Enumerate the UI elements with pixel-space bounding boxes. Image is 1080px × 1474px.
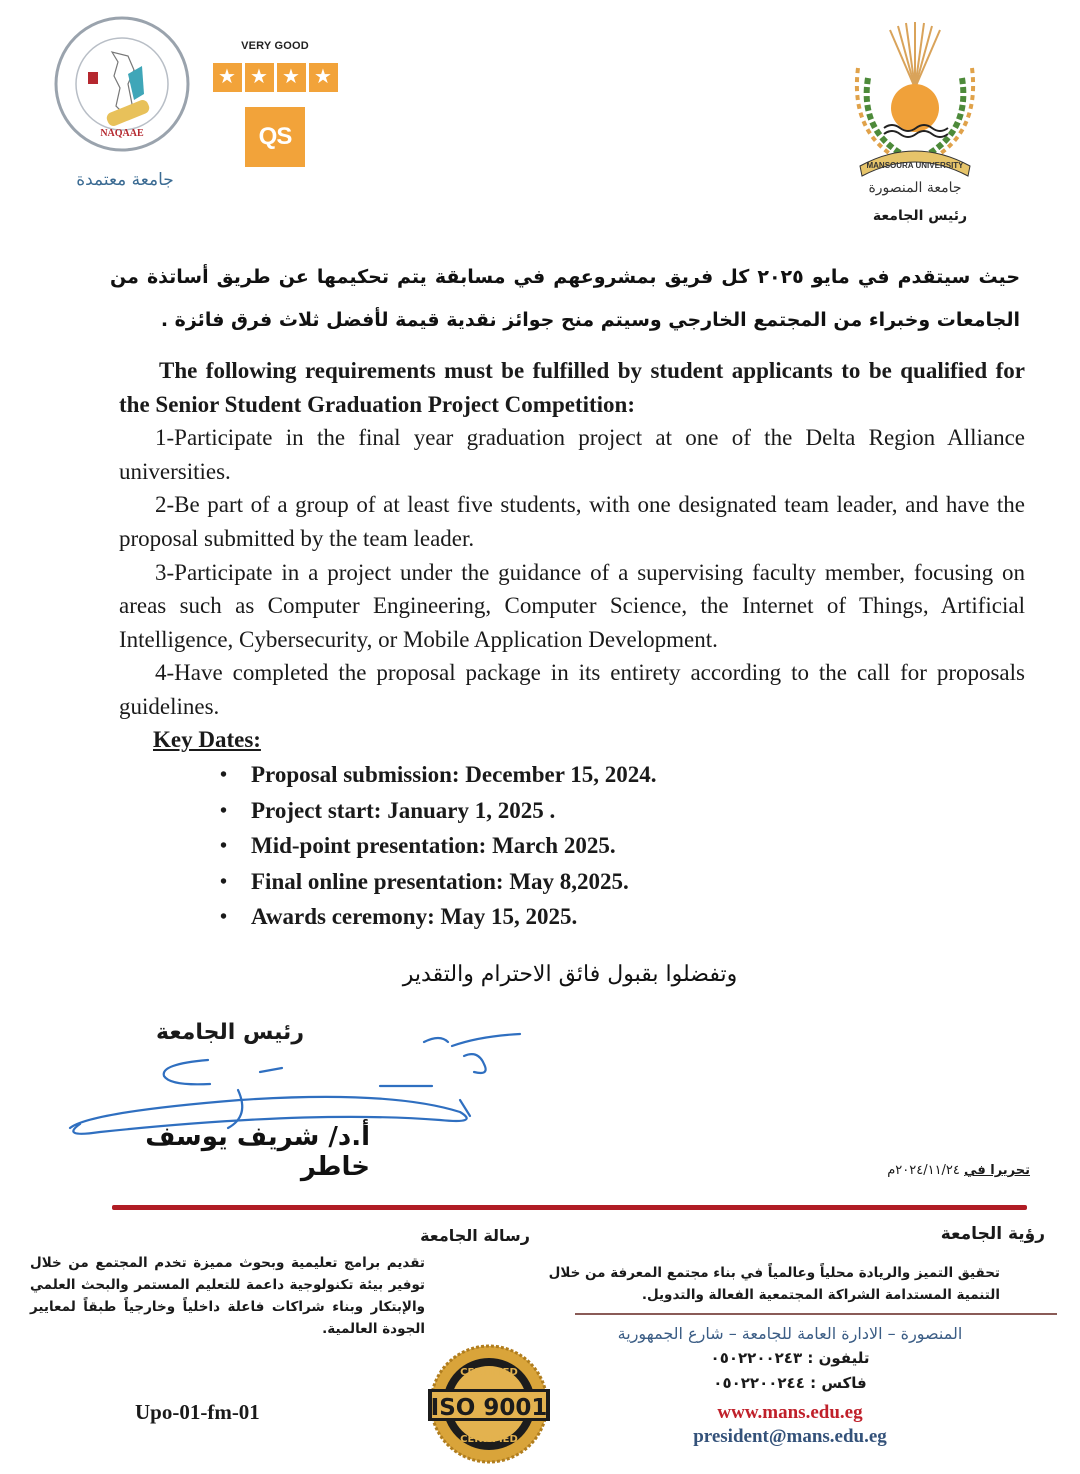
dated-line (820, 1163, 1030, 1178)
phone-label: تليفون : (807, 1349, 870, 1367)
key-date-item (220, 760, 657, 796)
vision-text: تحقيق التميز والريادة محلياً وعالمياً في بناء مجتمع المعرفة من خلال التنمية المستدامة الشراكة المجتمعية الفعالة والتدويل. (548, 1265, 1000, 1303)
arabic-intro-paragraph: حيث سيتقدم في مايو ٢٠٢٥ كل فريق بمشروعهم في مسابقة يتم تحكيمها عن طريق أساتذة من الجامعات وخبراء من المجتمع الخارجي وسيتم منح جوائز نقدية قيمة لأفضل ثلاث فرق فائزة . (110, 266, 1021, 331)
contact-divider (575, 1313, 1057, 1315)
key-date-item (220, 796, 657, 832)
bullet-icon: • (220, 764, 228, 786)
qs-rating-label: VERY GOOD (241, 40, 309, 52)
mission-text: تقديم برامج تعليمية وبحوث مميزة تخدم المجتمع من خلال توفير بيئة تكنولوجية داعمة للتعليم المستمر والبحث العلمي والإبتكار وبناء شراكات فاعلة داخلياً وخارجياً طبقاً لمعايير الجودة العالمية. (30, 1255, 425, 1337)
star-icon: ★ (277, 63, 306, 92)
key-date-text: Final online presentation: May 8,2025. (251, 868, 629, 894)
iso-top-text: CERTIFIED (460, 1367, 518, 1378)
key-date-item (220, 831, 657, 867)
requirements-section (119, 354, 1025, 724)
requirement-item: 4-Have completed the proposal package in its entirety according to the call for proposals guidelines. (119, 660, 1025, 719)
office-title: رئيس الجامعة (872, 208, 968, 224)
key-date-text: Awards ceremony: May 15, 2025. (251, 904, 578, 929)
accredited-university-caption: جامعة معتمدة (76, 170, 174, 190)
bullet-icon: • (220, 799, 228, 822)
iso-bottom-text: CERTIFIED (460, 1434, 518, 1445)
vision-heading: رؤية الجامعة (940, 1224, 1045, 1244)
mission-heading: رسالة الجامعة (420, 1226, 530, 1245)
signer-name: أ.د/ شريف يوسف خاطر (145, 1122, 370, 1182)
star-icon: ★ (309, 63, 338, 92)
key-dates-list (220, 760, 657, 938)
mansoura-university-logo (850, 18, 980, 198)
form-code: Upo-01-fm-01 (135, 1400, 260, 1424)
star-icon: ★ (245, 63, 274, 92)
key-date-text: Project start: January 1, 2025 . (251, 797, 556, 823)
bullet-icon: • (220, 906, 228, 928)
iso-9001-certified-badge (428, 1343, 550, 1465)
phone-number: ٠٥٠٢٢٠٠٢٤٣ (710, 1349, 803, 1367)
bullet-icon: • (220, 870, 228, 893)
naqaae-abbr: NAQAAE (100, 128, 144, 139)
signer-title: رئيس الجامعة (156, 1020, 304, 1045)
contact-block (565, 1322, 1015, 1448)
qs-logo: QS (245, 107, 305, 167)
qs-rating-badge (210, 40, 340, 167)
address: المنصورة – الادارة العامة للجامعة – شارع الجمهورية (617, 1324, 963, 1343)
email-link[interactable]: president@mans.edu.eg (693, 1426, 887, 1447)
key-date-item (220, 867, 657, 903)
bullet-icon: • (220, 835, 228, 857)
phone-line (565, 1346, 1015, 1371)
iso-main-text: ISO 9001 (430, 1395, 548, 1421)
requirements-lead: The following requirements must be fulfilled by student applicants to be qualified for the Senior Student Graduation Project Competition: (119, 358, 1025, 417)
website-link[interactable]: www.mans.edu.eg (717, 1402, 863, 1423)
qs-stars (210, 63, 340, 92)
naqaae-accreditation-logo (52, 14, 192, 154)
dated-label: تحريرا في (964, 1163, 1030, 1178)
closing-salutation: وتفضلوا بقبول فائق الاحترام والتقدير (402, 962, 738, 987)
key-date-text: Proposal submission: December 15, 2024. (251, 762, 657, 787)
fax-line (565, 1371, 1015, 1396)
university-ribbon-text: MANSOURA UNIVERSITY (866, 161, 964, 170)
fax-number: ٠٥٠٢٢٠٠٢٤٤ (713, 1374, 805, 1392)
star-icon: ★ (213, 63, 242, 92)
dated-value: ٢٠٢٤/١١/٢٤م (887, 1163, 960, 1178)
university-arabic-name: جامعة المنصورة (868, 180, 962, 196)
key-date-text: Mid-point presentation: March 2025. (251, 833, 616, 858)
fax-label: فاكس : (810, 1374, 867, 1392)
requirement-item: 2-Be part of a group of at least five students, with one designated team leader, and have the proposal submitted by the team leader. (119, 492, 1025, 551)
requirement-item: 1-Participate in the final year graduation project at one of the Delta Region Alliance universities. (119, 425, 1025, 484)
key-date-item (220, 902, 657, 938)
key-dates-heading: Key Dates: (153, 727, 261, 752)
footer-divider (112, 1205, 1027, 1210)
requirement-item: 3-Participate in a project under the guidance of a supervising faculty member, focusing on areas such as Computer Engineering, Computer Science, the Internet of Things, Artificial Intelligence, Cybersecurity, or Mobile Application Development. (119, 559, 1025, 652)
